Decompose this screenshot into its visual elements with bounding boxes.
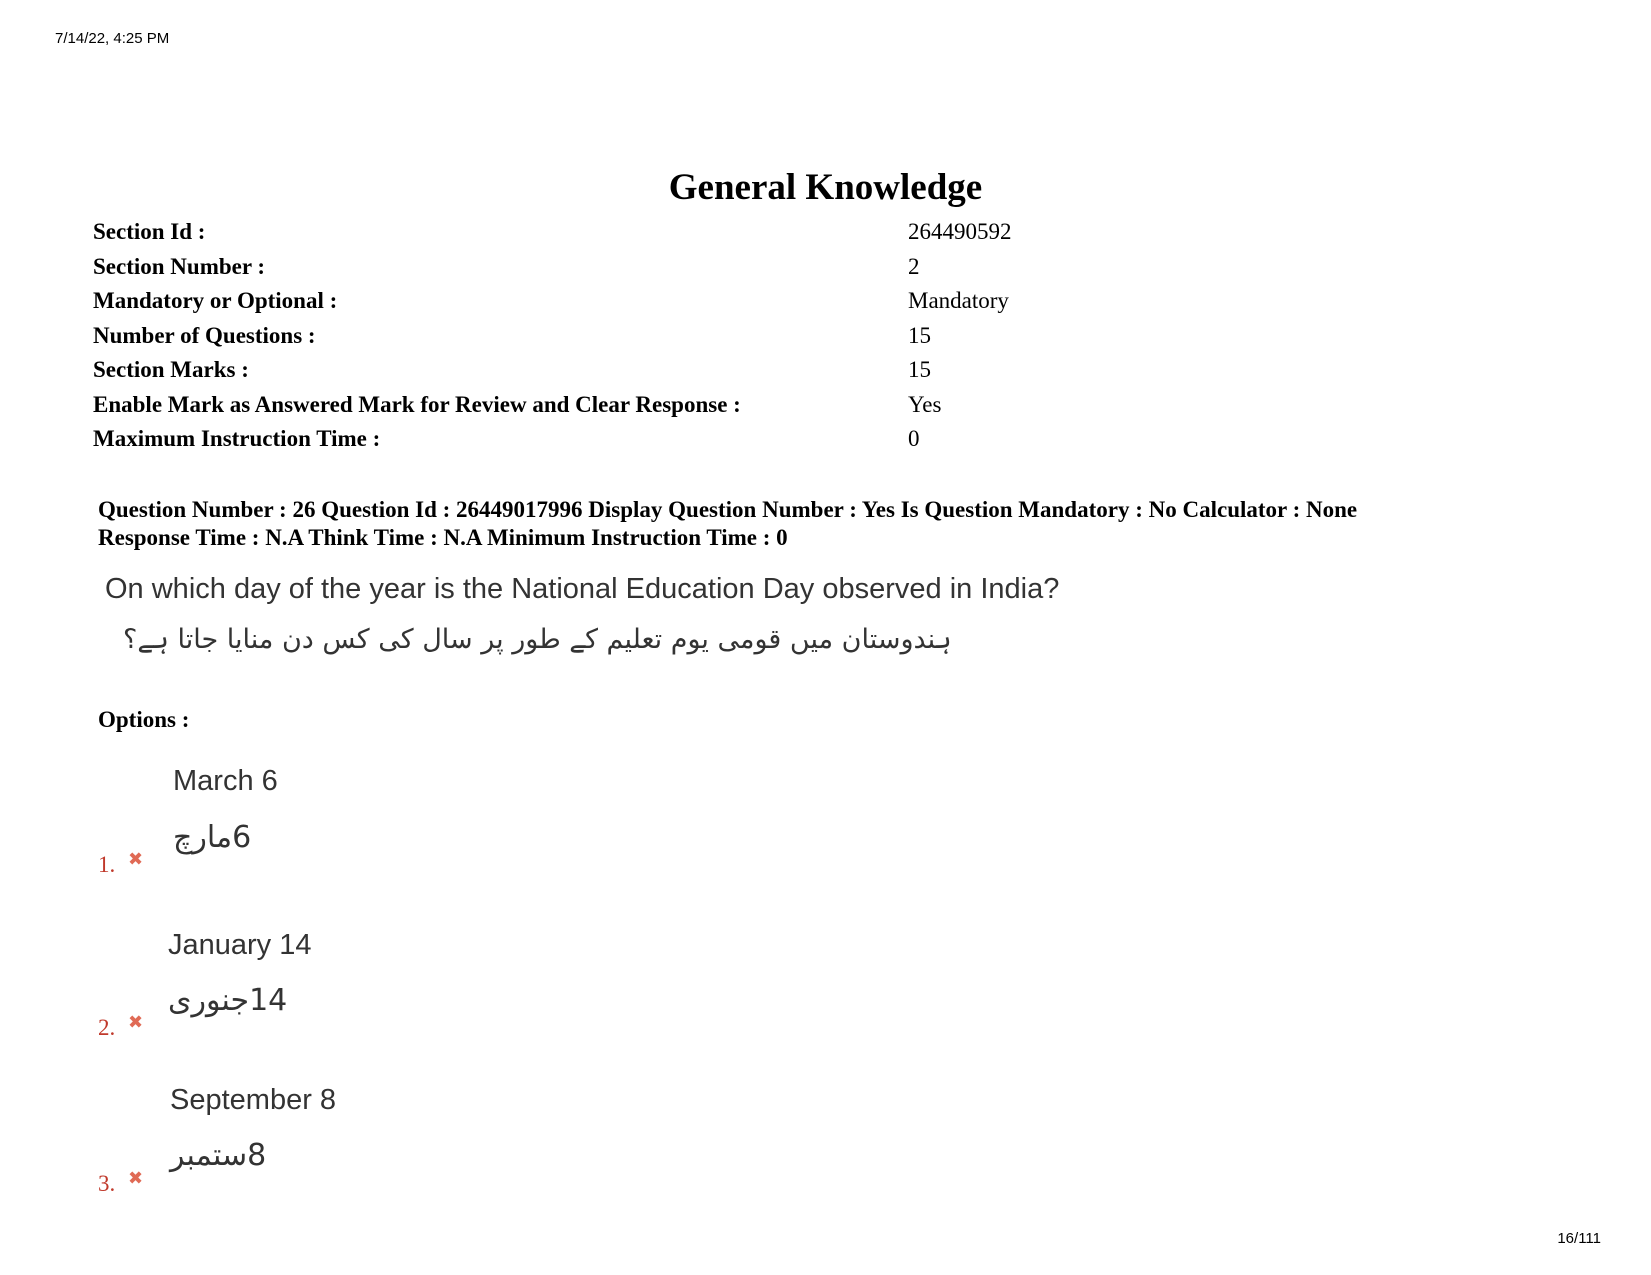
section-id-label: Section Id : <box>93 219 206 245</box>
instruction-time-label: Maximum Instruction Time : <box>93 426 381 452</box>
option-text-urdu: 8ستمبر <box>170 1138 267 1173</box>
section-number-label: Section Number : <box>93 253 266 279</box>
mandatory-label: Mandatory or Optional : <box>93 288 338 314</box>
section-marks-label: Section Marks : <box>93 357 249 383</box>
mandatory-value: Mandatory <box>908 288 1009 314</box>
section-id-value: 264490592 <box>908 219 1012 245</box>
question-text-english: On which day of the year is the National Education Day observed in India? <box>105 573 1060 605</box>
option-text-urdu: 6مارچ <box>173 820 252 855</box>
question-text-urdu: ہندوستان میں قومی یوم تعلیم کے طور پر سال کی کس دن منایا جاتا ہے؟ <box>123 624 952 655</box>
question-count-value: 15 <box>908 322 931 348</box>
wrong-cross-icon: ✖ <box>128 1012 144 1033</box>
question-meta-line-2: Response Time : N.A Think Time : N.A Minimum Instruction Time : 0 <box>98 525 788 550</box>
section-info-row <box>93 353 1012 388</box>
wrong-cross-icon: ✖ <box>128 1168 144 1189</box>
options-label: Options : <box>98 707 190 732</box>
option-text-english: March 6 <box>173 765 278 797</box>
mark-review-value: Yes <box>908 391 942 417</box>
option-number: 2. <box>98 1015 116 1040</box>
question-text <box>105 573 1059 655</box>
section-info-table <box>93 215 1012 457</box>
option-number: 3. <box>98 1171 116 1196</box>
section-info-row <box>93 422 1012 457</box>
question-count-label: Number of Questions : <box>93 322 316 348</box>
section-info-row <box>93 388 1012 423</box>
section-marks-value: 15 <box>908 357 931 383</box>
option-text-english: January 14 <box>168 929 312 961</box>
option-text-english: September 8 <box>170 1084 337 1116</box>
section-info-row <box>93 250 1012 285</box>
question-meta <box>98 496 1598 552</box>
section-number-value: 2 <box>908 253 920 279</box>
question-meta-line-1: Question Number : 26 Question Id : 26449017996 Display Question Number : Yes Is Question Mandatory : No Calculator : None <box>98 497 1358 522</box>
section-info-row <box>93 284 1012 319</box>
page-number: 16/111 <box>1557 1230 1601 1247</box>
section-info-row <box>93 215 1012 250</box>
section-info-row <box>93 319 1012 354</box>
option-text-urdu: 14جنوری <box>168 983 288 1018</box>
instruction-time-value: 0 <box>908 426 920 452</box>
wrong-cross-icon: ✖ <box>128 849 144 870</box>
option-number: 1. <box>98 852 116 877</box>
mark-review-label: Enable Mark as Answered Mark for Review and Clear Response : <box>93 391 741 417</box>
section-title: General Knowledge <box>668 167 983 208</box>
print-timestamp: 7/14/22, 4:25 PM <box>55 30 170 47</box>
